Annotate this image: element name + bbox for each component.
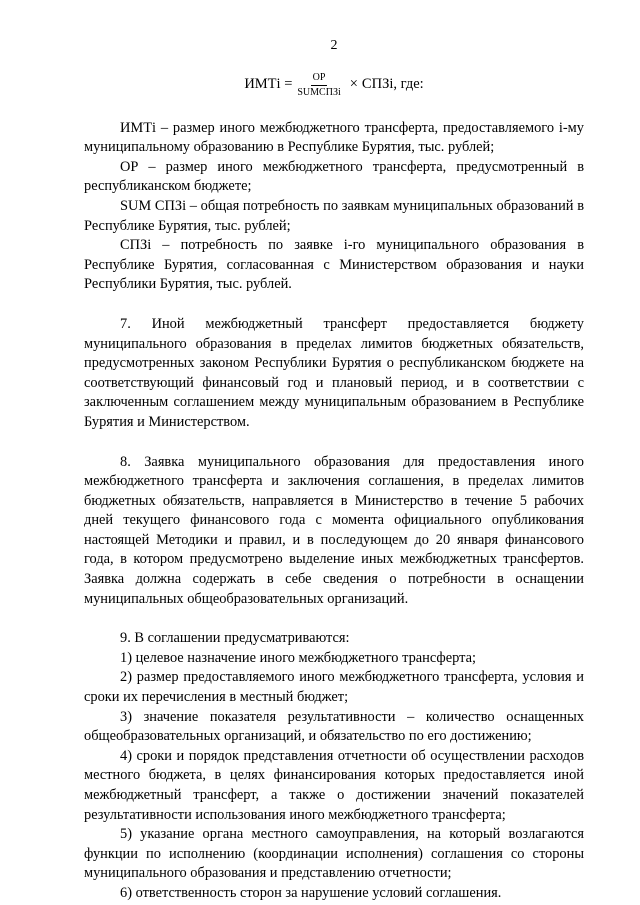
section-9-item: 1) целевое назначение иного межбюджетного трансферта; [120,649,476,666]
paragraph-gap [84,433,584,453]
definition-or: ОР – размер иного межбюджетного трансферта, предусмотренный в республиканском бюджете; [84,158,584,195]
formula-times-sign: × [349,76,358,93]
formula-denominator: SUMСПЗi [297,86,341,98]
definition-sum-spzi: SUM СПЗi – общая потребность по заявкам муниципальных образований в Республике Бурятия, тыс. рублей; [84,197,584,234]
formula [84,72,584,99]
definition-imti: ИМТi – размер иного межбюджетного трансферта, предоставляемого i-му муниципальному образованию в Республике Бурятия, тыс. рублей; [84,119,584,156]
formula-rhs: СПЗi, где: [361,76,424,93]
paragraph-gap [84,295,584,315]
section-9-item: 2) размер предоставляемого иного межбюджетного трансферта, условия и сроки их перечисления в местный бюджет; [84,669,584,706]
section-9-item: 6) ответственность сторон за нарушение условий соглашения. [120,884,502,901]
section-9-item: 3) значение показателя результативности – количество оснащенных общеобразовательных организаций, и обязательство по его достижению; [84,708,584,745]
section-9-heading: 9. В соглашении предусматриваются: [120,630,350,647]
section-9-item: 5) указание органа местного самоуправления, на который возлагаются функции по исполнению (координации исполнения) соглашения со стороны муниципального образования и представлению отчетности; [84,826,584,882]
section-7-paragraph: 7. Иной межбюджетный трансферт предоставляется бюджету муниципального образования в пределах лимитов бюджетных обязательств, предусмотренных законом Республики Бурятия о республиканском бюджете на соответствующий финансовый год и плановый период, и в соответствии с заключенным соглашением между муниципальным образованием в Республике Бурятия и Министерством. [84,315,584,430]
page-number: 2 [330,38,338,53]
formula-lhs: ИМТi = [244,76,293,93]
formula-fraction [297,72,340,99]
section-8-paragraph: 8. Заявка муниципального образования для предоставления иного межбюджетного трансферта и заключения соглашения, в пределах лимитов бюджетных обязательств, направляется в Министерство в течение 5 рабочих дней текущего финансового года с момента официального опубликования настоящей Методики и правил, и в последующем до 20 января финансового года, в котором предусмотрено выделение иных межбюджетных трансфертов. Заявка должна содержать в себе сведения о потребности в оснащении муниципальных общеобразовательных организаций. [84,453,584,607]
definition-spzi: СПЗi – потребность по заявке i-го муниципального образования в Республике Бурятия, согласованная с Министерством образования и науки Республики Бурятия, тыс. рублей. [84,237,584,293]
formula-numerator: ОР [311,72,328,86]
paragraph-gap [84,609,584,629]
section-9-item: 4) сроки и порядок представления отчетности об осуществлении расходов местного бюджета, в целях финансирования которых предоставляется иной межбюджетный трансферт, а также о достижении значений показателей результативности использования иного межбюджетного трансферта; [84,747,584,823]
